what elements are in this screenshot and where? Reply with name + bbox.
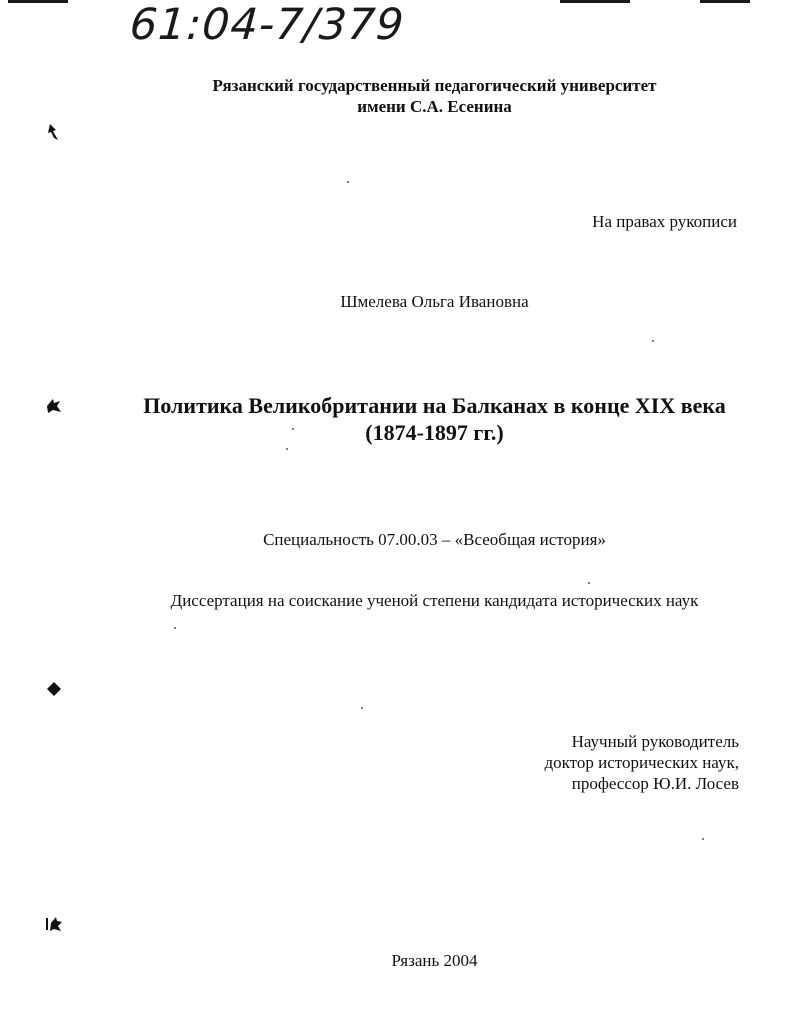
title-main: Политика Великобритании на Балканах в конце XIX века xyxy=(143,393,726,418)
top-edge-rule xyxy=(8,0,68,3)
dissertation-title xyxy=(0,392,799,446)
specialty-line: Специальность 07.00.03 – «Всеобщая история» xyxy=(263,530,606,549)
supervisor-role: Научный руководитель xyxy=(571,732,739,751)
binding-hole-mark-icon xyxy=(44,914,64,934)
supervisor-name: профессор Ю.И. Лосев xyxy=(571,774,739,793)
scan-speck xyxy=(652,340,654,342)
top-edge-rule xyxy=(700,0,750,3)
scan-speck xyxy=(286,448,288,450)
dissertation-degree-line: Диссертация на соискание ученой степени кандидата исторических наук xyxy=(170,591,699,610)
binding-hole-mark-icon xyxy=(44,679,64,699)
manuscript-rights-note: На правах рукописи xyxy=(592,212,737,231)
scan-speck xyxy=(347,181,349,183)
university-name: Рязанский государственный педагогический университет xyxy=(212,76,657,95)
scan-speck xyxy=(588,582,590,584)
supervisor-degree: доктор исторических наук, xyxy=(544,753,739,772)
scan-speck xyxy=(702,838,704,840)
top-edge-rule xyxy=(560,0,630,3)
title-years: (1874-1897 гг.) xyxy=(365,420,504,445)
binding-hole-mark-icon xyxy=(44,122,64,142)
binding-hole-mark-icon xyxy=(44,396,64,416)
scan-speck xyxy=(361,707,363,709)
university-heading xyxy=(0,75,799,117)
scan-speck xyxy=(174,627,176,629)
handwritten-catalog-code: 61:04-7/379 xyxy=(128,0,407,50)
city-and-year: Рязань 2004 xyxy=(391,951,478,970)
scientific-supervisor xyxy=(544,731,739,794)
scan-speck xyxy=(292,428,294,430)
university-named-after: имени С.А. Есенина xyxy=(357,97,512,116)
author-name: Шмелева Ольга Ивановна xyxy=(340,292,529,311)
